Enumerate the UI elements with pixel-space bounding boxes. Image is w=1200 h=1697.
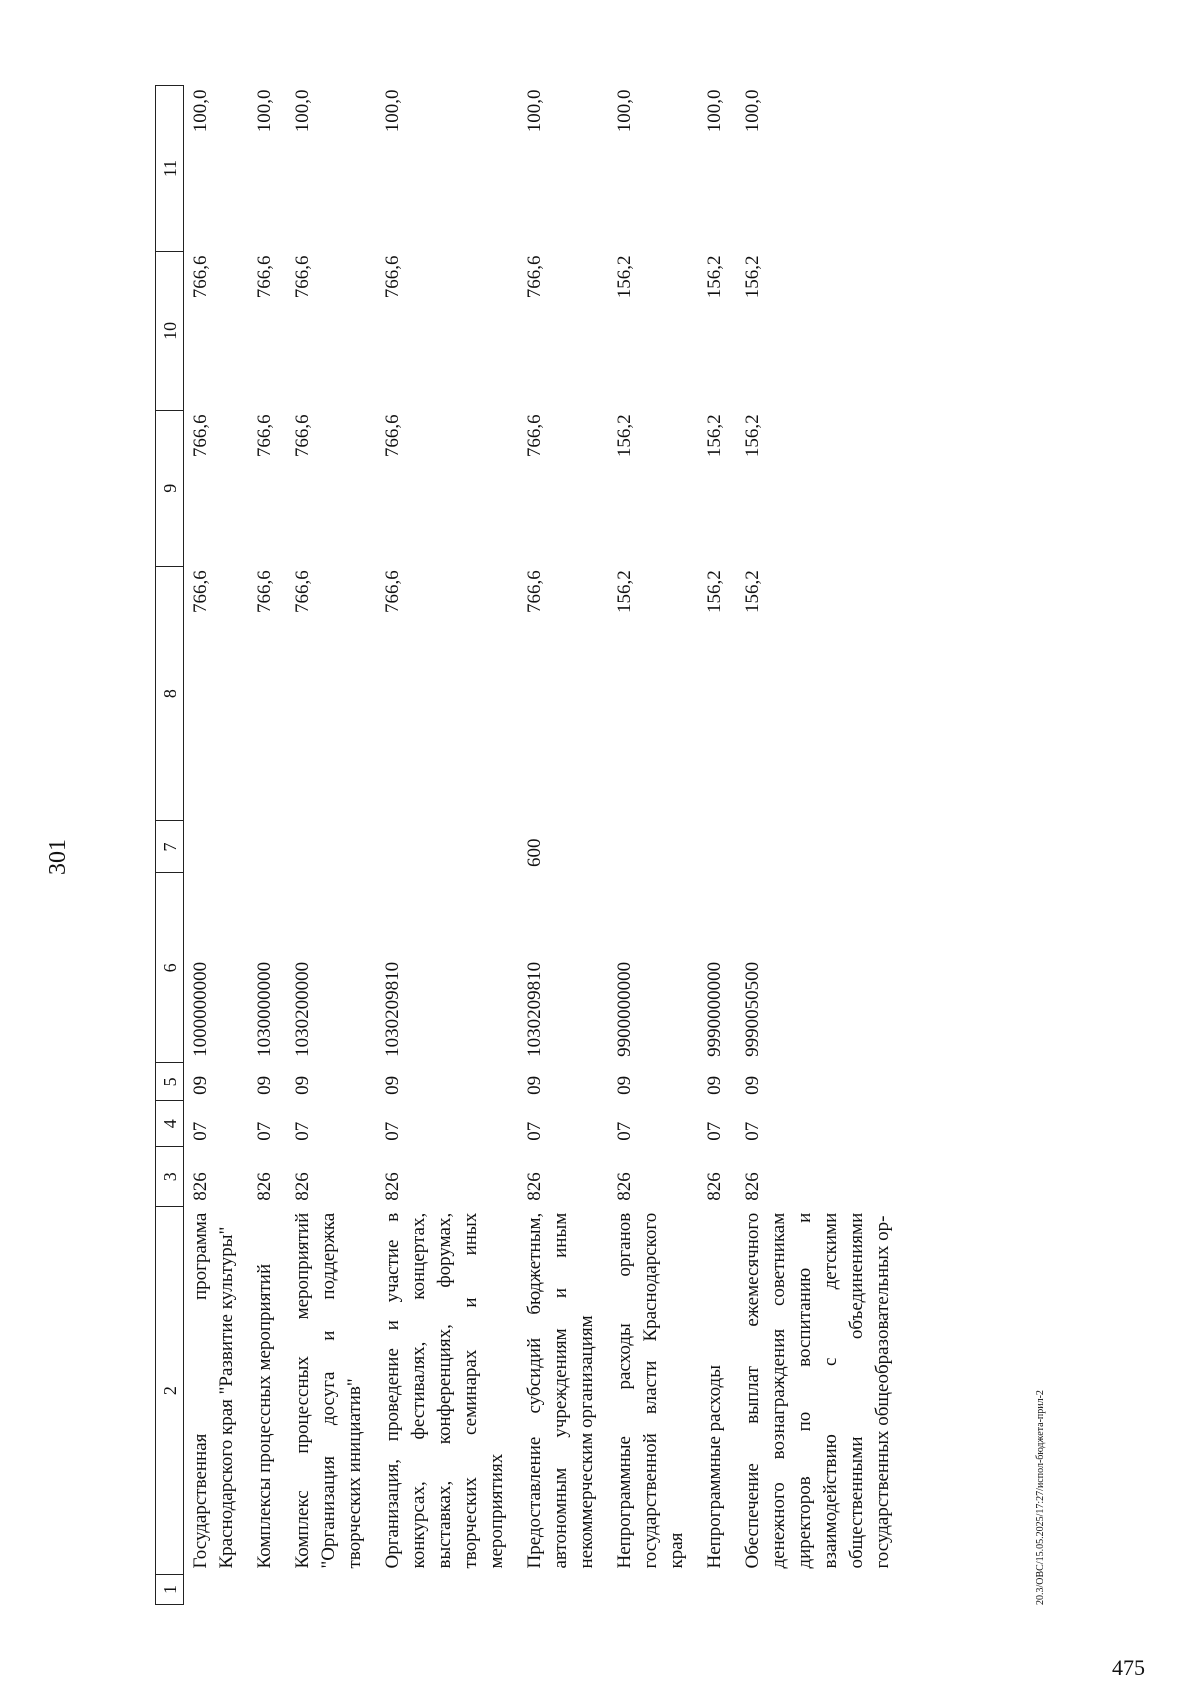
page-number: 301	[45, 839, 71, 875]
row-target-code: 1030000000	[254, 961, 275, 1057]
table-row	[184, 86, 251, 1605]
row-name: Организация, проведение и участие в конкурсах, фестивалях, концертах, выставках, конференциях, форумах, творческих семинарах и иных мероприятиях	[382, 1212, 507, 1569]
row-approved-amount: 156,2	[704, 570, 725, 613]
column-header-5: 5	[156, 1063, 184, 1101]
column-header-2: 2	[156, 1207, 184, 1575]
row-index-cell	[184, 1575, 251, 1605]
row-ministry-code: 826	[704, 1172, 725, 1201]
footer-code: 20.3/ОВС/15.05.2025/17:27/испол-бюджета-прил-2	[1035, 1390, 1046, 1605]
row-percent: 100,0	[704, 89, 725, 133]
row-section-code: 07	[742, 1121, 763, 1141]
row-budget-amount: 766,6	[292, 414, 313, 458]
row-index-cell	[700, 1575, 738, 1605]
row-budget-amount: 766,6	[524, 414, 545, 458]
row-budget-amount: 156,2	[614, 414, 635, 458]
row-target-code: 9900000000	[614, 961, 635, 1057]
row-approved-amount: 766,6	[254, 570, 275, 613]
row-approved-amount: 156,2	[614, 570, 635, 613]
row-percent: 100,0	[524, 89, 545, 133]
row-name: Непрограммные расходы	[704, 1365, 725, 1569]
row-index-cell	[738, 1575, 906, 1605]
row-percent: 100,0	[742, 89, 763, 133]
row-ministry-code: 826	[190, 1172, 211, 1201]
table-row	[738, 86, 906, 1605]
table-row	[520, 86, 610, 1605]
column-number-header	[156, 86, 184, 1605]
row-subsection-code: 09	[614, 1075, 635, 1095]
row-index-cell	[610, 1575, 700, 1605]
row-name: Комплекс процессных мероприятий "Организация досуга и поддержка творческих инициатив"	[292, 1212, 365, 1569]
row-percent: 100,0	[382, 89, 403, 133]
row-percent: 100,0	[254, 89, 275, 133]
column-header-3: 3	[156, 1147, 184, 1207]
row-ministry-code: 826	[614, 1172, 635, 1201]
column-header-10: 10	[156, 251, 184, 410]
budget-table	[155, 85, 906, 1605]
row-executed-amount: 766,6	[524, 255, 545, 299]
row-approved-amount: 766,6	[524, 570, 545, 613]
column-header-4: 4	[156, 1101, 184, 1147]
row-approved-amount: 766,6	[190, 570, 211, 613]
table-row	[378, 86, 520, 1605]
row-expense-type	[378, 821, 520, 873]
row-expense-type	[184, 821, 251, 873]
row-executed-amount: 766,6	[190, 255, 211, 299]
column-header-8: 8	[156, 566, 184, 821]
table-row	[700, 86, 738, 1605]
row-index-cell	[250, 1575, 288, 1605]
row-expense-type: 600	[524, 838, 545, 867]
row-index-cell	[378, 1575, 520, 1605]
row-name: Государственная программа Краснодарского края "Развитие культуры"	[190, 1212, 237, 1569]
table-row	[250, 86, 288, 1605]
row-name: Предоставление субсидий бюджетным, автономным учреждениям и иным некоммерческим организациям	[524, 1212, 597, 1569]
row-executed-amount: 766,6	[382, 255, 403, 299]
row-target-code: 1030200000	[292, 961, 313, 1057]
row-subsection-code: 09	[742, 1075, 763, 1095]
row-subsection-code: 09	[190, 1075, 211, 1095]
row-percent: 100,0	[190, 89, 211, 133]
table-row	[288, 86, 378, 1605]
rotated-page	[45, 85, 1046, 1605]
row-budget-amount: 766,6	[190, 414, 211, 458]
row-section-code: 07	[254, 1121, 275, 1141]
row-approved-amount: 156,2	[742, 570, 763, 613]
row-expense-type	[738, 821, 906, 873]
row-section-code: 07	[524, 1121, 545, 1141]
row-target-code: 1000000000	[190, 961, 211, 1057]
table-body	[184, 86, 907, 1605]
row-expense-type	[288, 821, 378, 873]
row-ministry-code: 826	[254, 1172, 275, 1201]
row-executed-amount: 156,2	[742, 255, 763, 299]
row-expense-type	[610, 821, 700, 873]
column-header-6: 6	[156, 873, 184, 1063]
row-name: Непрограммные расходы органов государственной власти Краснодарского края	[614, 1212, 687, 1569]
row-section-code: 07	[704, 1121, 725, 1141]
column-header-1: 1	[156, 1575, 184, 1605]
row-executed-amount: 766,6	[254, 255, 275, 299]
row-subsection-code: 09	[704, 1075, 725, 1095]
row-expense-type	[250, 821, 288, 873]
row-budget-amount: 156,2	[704, 414, 725, 458]
row-target-code: 9990050500	[742, 961, 763, 1057]
row-index-cell	[288, 1575, 378, 1605]
row-approved-amount: 766,6	[292, 570, 313, 613]
row-ministry-code: 826	[292, 1172, 313, 1201]
row-subsection-code: 09	[292, 1075, 313, 1095]
row-expense-type	[700, 821, 738, 873]
column-header-11: 11	[156, 86, 184, 252]
row-target-code: 1030209810	[524, 961, 545, 1057]
row-subsection-code: 09	[524, 1075, 545, 1095]
row-section-code: 07	[292, 1121, 313, 1141]
row-budget-amount: 766,6	[254, 414, 275, 458]
row-percent: 100,0	[292, 89, 313, 133]
column-header-7: 7	[156, 821, 184, 873]
row-index-cell	[520, 1575, 610, 1605]
row-section-code: 07	[190, 1121, 211, 1141]
corner-page-number: 475	[1112, 1655, 1145, 1680]
row-subsection-code: 09	[382, 1075, 403, 1095]
row-section-code: 07	[382, 1121, 403, 1141]
row-name: Комплексы процессных мероприятий	[254, 1263, 275, 1569]
row-executed-amount: 766,6	[292, 255, 313, 299]
row-section-code: 07	[614, 1121, 635, 1141]
row-percent: 100,0	[614, 89, 635, 133]
row-target-code: 1030209810	[382, 961, 403, 1057]
row-executed-amount: 156,2	[704, 255, 725, 299]
row-budget-amount: 766,6	[382, 414, 403, 458]
row-name: Обеспечение выплат ежемесячного денежного вознаграждения советникам директоров по воспитанию и взаимодействию с детскими общественными объединениями государственных общеобразовательных ор-	[742, 1212, 893, 1569]
table-row	[610, 86, 700, 1605]
row-target-code: 9990000000	[704, 961, 725, 1057]
row-budget-amount: 156,2	[742, 414, 763, 458]
row-ministry-code: 826	[742, 1172, 763, 1201]
row-executed-amount: 156,2	[614, 255, 635, 299]
row-subsection-code: 09	[254, 1075, 275, 1095]
row-ministry-code: 826	[524, 1172, 545, 1201]
column-header-9: 9	[156, 410, 184, 566]
row-approved-amount: 766,6	[382, 570, 403, 613]
row-ministry-code: 826	[382, 1172, 403, 1201]
